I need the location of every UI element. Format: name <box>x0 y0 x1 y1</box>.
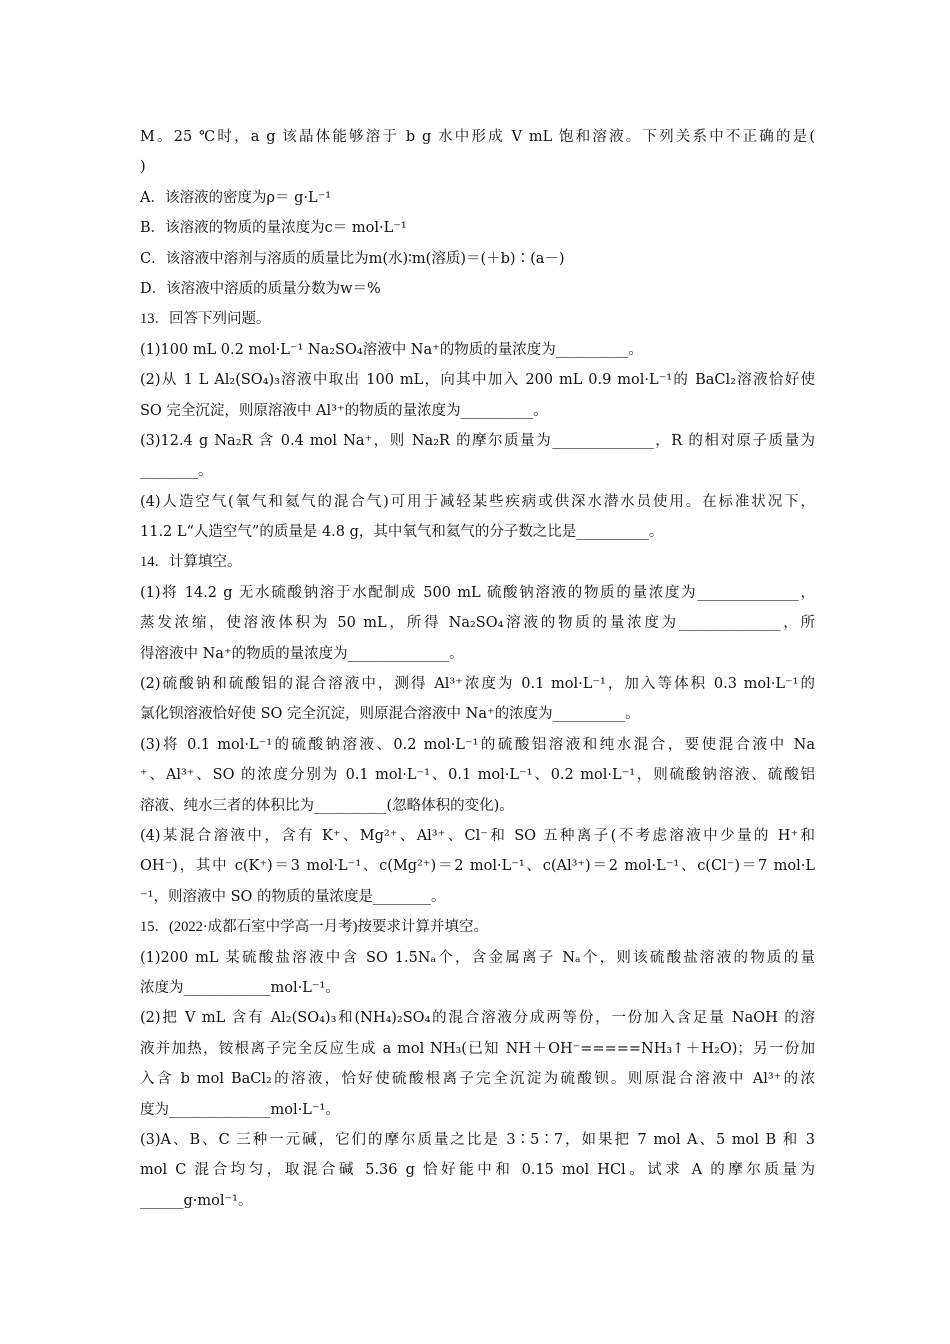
text-line: (4)某混合溶液中，含有 K⁺、Mg²⁺、Al³⁺、Cl⁻和 SO 五种离子(不考虑溶液中少量的 H⁺和 <box>140 827 815 844</box>
text-line: (2)从 1 L Al₂(SO₄)₃溶液中取出 100 mL，向其中加入 200 mL 0.9 mol·L⁻¹的 BaCl₂溶液恰好使 <box>140 372 815 389</box>
text-line: ________。 <box>140 463 213 480</box>
text-line: (3)A、B、C 三种一元碱，它们的摩尔质量之比是 3∶5∶7，如果把 7 mol A、5 mol B 和 3 <box>140 1131 815 1148</box>
question-15-heading: 15．(2022·成都石室中学高一月考)按要求计算并填空。 <box>140 919 488 936</box>
text-line: ⁺、Al³⁺、SO 的浓度分别为 0.1 mol·L⁻¹、0.1 mol·L⁻¹、0.2 mol·L⁻¹，则硫酸钠溶液、硫酸铝 <box>140 767 815 784</box>
question-14-heading: 14．计算填空。 <box>140 554 242 571</box>
text-line: M。25 ℃时，a g 该晶体能够溶于 b g 水中形成 V mL 饱和溶液。下列关系中不正确的是( <box>140 129 815 145</box>
text-line: (2)硫酸钠和硫酸铝的混合溶液中，测得 Al³⁺浓度为 0.1 mol·L⁻¹，加入等体积 0.3 mol·L⁻¹的 <box>140 676 815 693</box>
text-line: (3)12.4 g Na₂R 含 0.4 mol Na⁺，则 Na₂R 的摩尔质量为______________，R 的相对原子质量为 <box>140 432 815 449</box>
text-line: SO 完全沉淀，则原溶液中 Al³⁺的物质的量浓度为__________。 <box>140 402 548 419</box>
text-line: (1)100 mL 0.2 mol·L⁻¹ Na₂SO₄溶液中 Na⁺的物质的量浓度为__________。 <box>140 341 643 358</box>
text-line: 液并加热，铵根离子完全反应生成 a mol NH₃(已知 NH＋OH⁻=====NH₃↑＋H₂O)；另一份加 <box>140 1040 815 1057</box>
text-line: 得溶液中 Na⁺的物质的量浓度为______________。 <box>140 645 464 662</box>
text-line: 入含 b mol BaCl₂的溶液，恰好使硫酸根离子完全沉淀为硫酸钡。则原混合溶液中 Al³⁺的浓 <box>140 1071 815 1088</box>
text-line: (1)将 14.2 g 无水硫酸钠溶于水配制成 500 mL 硫酸钠溶液的物质的量浓度为______________， <box>140 584 815 601</box>
text-line: 溶液、纯水三者的体积比为__________(忽略体积的变化)。 <box>140 797 514 814</box>
text-line: (3)将 0.1 mol·L⁻¹的硫酸钠溶液、0.2 mol·L⁻¹的硫酸铝溶液和纯水混合，要使混合液中 Na <box>140 736 815 753</box>
text-line: ⁻¹，则溶液中 SO 的物质的量浓度是________。 <box>140 888 446 905</box>
text-line: 氯化钡溶液恰好使 SO 完全沉淀，则原混合溶液中 Na⁺的浓度为__________。 <box>140 706 640 723</box>
text-line: 蒸发浓缩，使溶液体积为 50 mL，所得 Na₂SO₄溶液的物质的量浓度为______________，所 <box>140 615 815 632</box>
text-line: 浓度为____________mol·L⁻¹。 <box>140 979 340 996</box>
text-line: ______g·mol⁻¹。 <box>140 1192 253 1209</box>
text-line: (1)200 mL 某硫酸盐溶液中含 SO 1.5Nₐ个，含金属离子 Nₐ个，则该硫酸盐溶液的物质的量 <box>140 949 815 966</box>
text-line: (4)人造空气(氧气和氦气的混合气)可用于减轻某些疾病或供深水潜水员使用。在标准状况下， <box>140 493 815 510</box>
option-d: D．该溶液中溶质的质量分数为w＝% <box>140 280 381 297</box>
text-line: 度为______________mol·L⁻¹。 <box>140 1101 340 1118</box>
text-line: 11.2 L“人造空气”的质量是 4.8 g，其中氧气和氦气的分子数之比是__________。 <box>140 524 664 541</box>
text-line: (2)把 V mL 含有 Al₂(SO₄)₃和(NH₄)₂SO₄的混合溶液分成两等份，一份加入含足量 NaOH 的溶 <box>140 1010 815 1027</box>
option-b: B．该溶液的物质的量浓度为c＝ mol·L⁻¹ <box>140 220 407 237</box>
document-page <box>140 122 815 1216</box>
option-a: A．该溶液的密度为ρ＝ g·L⁻¹ <box>140 189 332 206</box>
text-line: OH⁻)，其中 c(K⁺)＝3 mol·L⁻¹、c(Mg²⁺)＝2 mol·L⁻¹、c(Al³⁺)＝2 mol·L⁻¹、c(Cl⁻)＝7 mol·L <box>140 858 815 875</box>
text-line: ) <box>140 159 146 176</box>
question-13-heading: 13．回答下列问题。 <box>140 311 271 328</box>
text-line: mol C 混合均匀，取混合碱 5.36 g 恰好能中和 0.15 mol HCl。试求 A 的摩尔质量为 <box>140 1162 815 1179</box>
option-c: C．该溶液中溶剂与溶质的质量比为m(水)∶m(溶质)＝(＋b)∶(a－) <box>140 250 565 267</box>
